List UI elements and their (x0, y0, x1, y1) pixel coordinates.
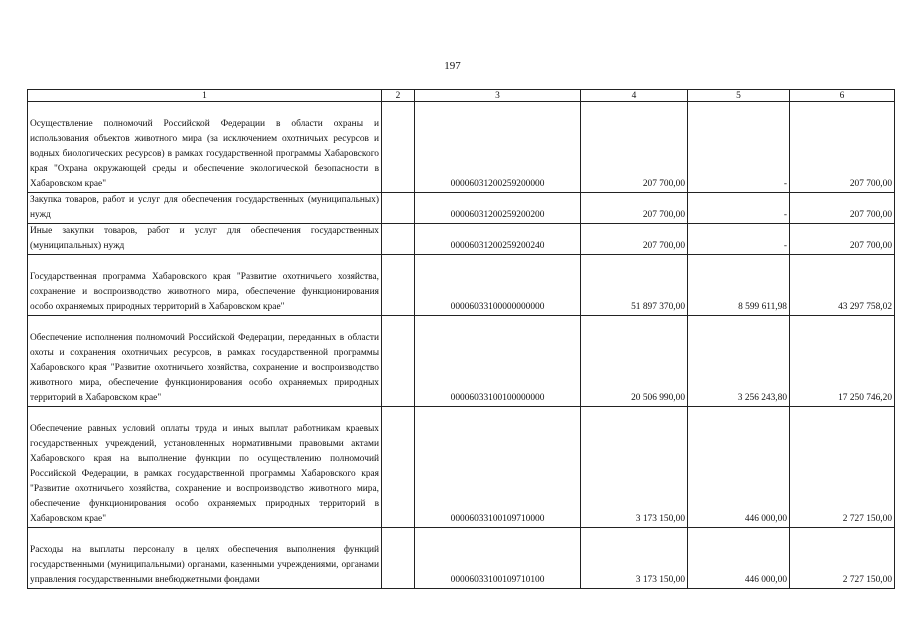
row-col2 (382, 407, 415, 528)
row-value-4: 3 173 150,00 (581, 528, 688, 589)
row-code: 00006031200259200200 (415, 193, 581, 224)
budget-table (27, 89, 895, 589)
table-row (28, 193, 895, 224)
row-value-4: 207 700,00 (581, 102, 688, 193)
row-code: 00006031200259200000 (415, 102, 581, 193)
row-code: 00006033100100000000 (415, 316, 581, 407)
header-cell: 1 (28, 90, 382, 102)
row-value-4: 20 506 990,00 (581, 316, 688, 407)
row-value-6: 17 250 746,20 (790, 316, 895, 407)
row-name: Иные закупки товаров, работ и услуг для обеспечения государственных (муниципальных) нужд (28, 224, 382, 255)
header-row (28, 90, 895, 102)
row-name: Расходы на выплаты персоналу в целях обеспечения выполнения функций государственными (муниципальными) органами, казенными учреждениями, органами управления государственными внебюджетными фондами (28, 528, 382, 589)
row-value-5: 446 000,00 (688, 528, 790, 589)
row-value-5: 446 000,00 (688, 407, 790, 528)
row-name: Государственная программа Хабаровского края "Развитие охотничьего хозяйства, сохранение и воспроизводство животного мира, обеспечение функционирования особо охраняемых природных территорий в Хабаровском крае" (28, 255, 382, 316)
table-row (28, 255, 895, 316)
row-name: Закупка товаров, работ и услуг для обеспечения государственных (муниципальных) нужд (28, 193, 382, 224)
table-row (28, 102, 895, 193)
header-cell: 5 (688, 90, 790, 102)
row-col2 (382, 193, 415, 224)
header-cell: 2 (382, 90, 415, 102)
row-value-6: 2 727 150,00 (790, 407, 895, 528)
row-value-6: 207 700,00 (790, 224, 895, 255)
row-value-4: 3 173 150,00 (581, 407, 688, 528)
row-value-5: - (688, 193, 790, 224)
row-value-4: 207 700,00 (581, 224, 688, 255)
row-name: Осуществление полномочий Российской Федерации в области охраны и использования объектов животного мира (за исключением охотничьих ресурсов и водных биологических ресурсов) в рамках государственной программы Хабаровского края "Охрана окружающей среды и обеспечение экологической безопасности в Хабаровском крае" (28, 102, 382, 193)
table-row (28, 316, 895, 407)
row-value-6: 207 700,00 (790, 102, 895, 193)
row-col2 (382, 255, 415, 316)
row-code: 00006033100109710100 (415, 528, 581, 589)
table-row (28, 407, 895, 528)
row-code: 00006033100000000000 (415, 255, 581, 316)
row-value-5: - (688, 224, 790, 255)
row-col2 (382, 528, 415, 589)
row-code: 00006033100109710000 (415, 407, 581, 528)
row-col2 (382, 224, 415, 255)
row-value-5: 8 599 611,98 (688, 255, 790, 316)
row-col2 (382, 102, 415, 193)
row-name: Обеспечение равных условий оплаты труда и иных выплат работникам краевых государственных учреждений, установленных нормативными правовыми актами Хабаровского края на выполнение функции по осуществлению полномочий Российской Федерации, в рамках государственной программы Хабаровского края "Развитие охотничьего хозяйства, сохранение и воспроизводство животного мира, обеспечение функционирования особо охраняемых природных территорий в Хабаровском крае" (28, 407, 382, 528)
header-cell: 6 (790, 90, 895, 102)
table-row (28, 528, 895, 589)
row-value-6: 207 700,00 (790, 193, 895, 224)
row-value-5: - (688, 102, 790, 193)
row-value-4: 207 700,00 (581, 193, 688, 224)
row-value-6: 2 727 150,00 (790, 528, 895, 589)
row-value-4: 51 897 370,00 (581, 255, 688, 316)
row-col2 (382, 316, 415, 407)
row-value-5: 3 256 243,80 (688, 316, 790, 407)
header-cell: 3 (415, 90, 581, 102)
table-row (28, 224, 895, 255)
page-number: 197 (444, 60, 461, 72)
header-cell: 4 (581, 90, 688, 102)
row-value-6: 43 297 758,02 (790, 255, 895, 316)
row-name: Обеспечение исполнения полномочий Российской Федерации, переданных в области охоты и сохранения охотничьих ресурсов, в рамках государственной программы Хабаровского края "Развитие охотничьего хозяйства, сохранение и воспроизводство животного мира, обеспечение функционирования особо охраняемых природных территорий в Хабаровском крае" (28, 316, 382, 407)
row-code: 00006031200259200240 (415, 224, 581, 255)
